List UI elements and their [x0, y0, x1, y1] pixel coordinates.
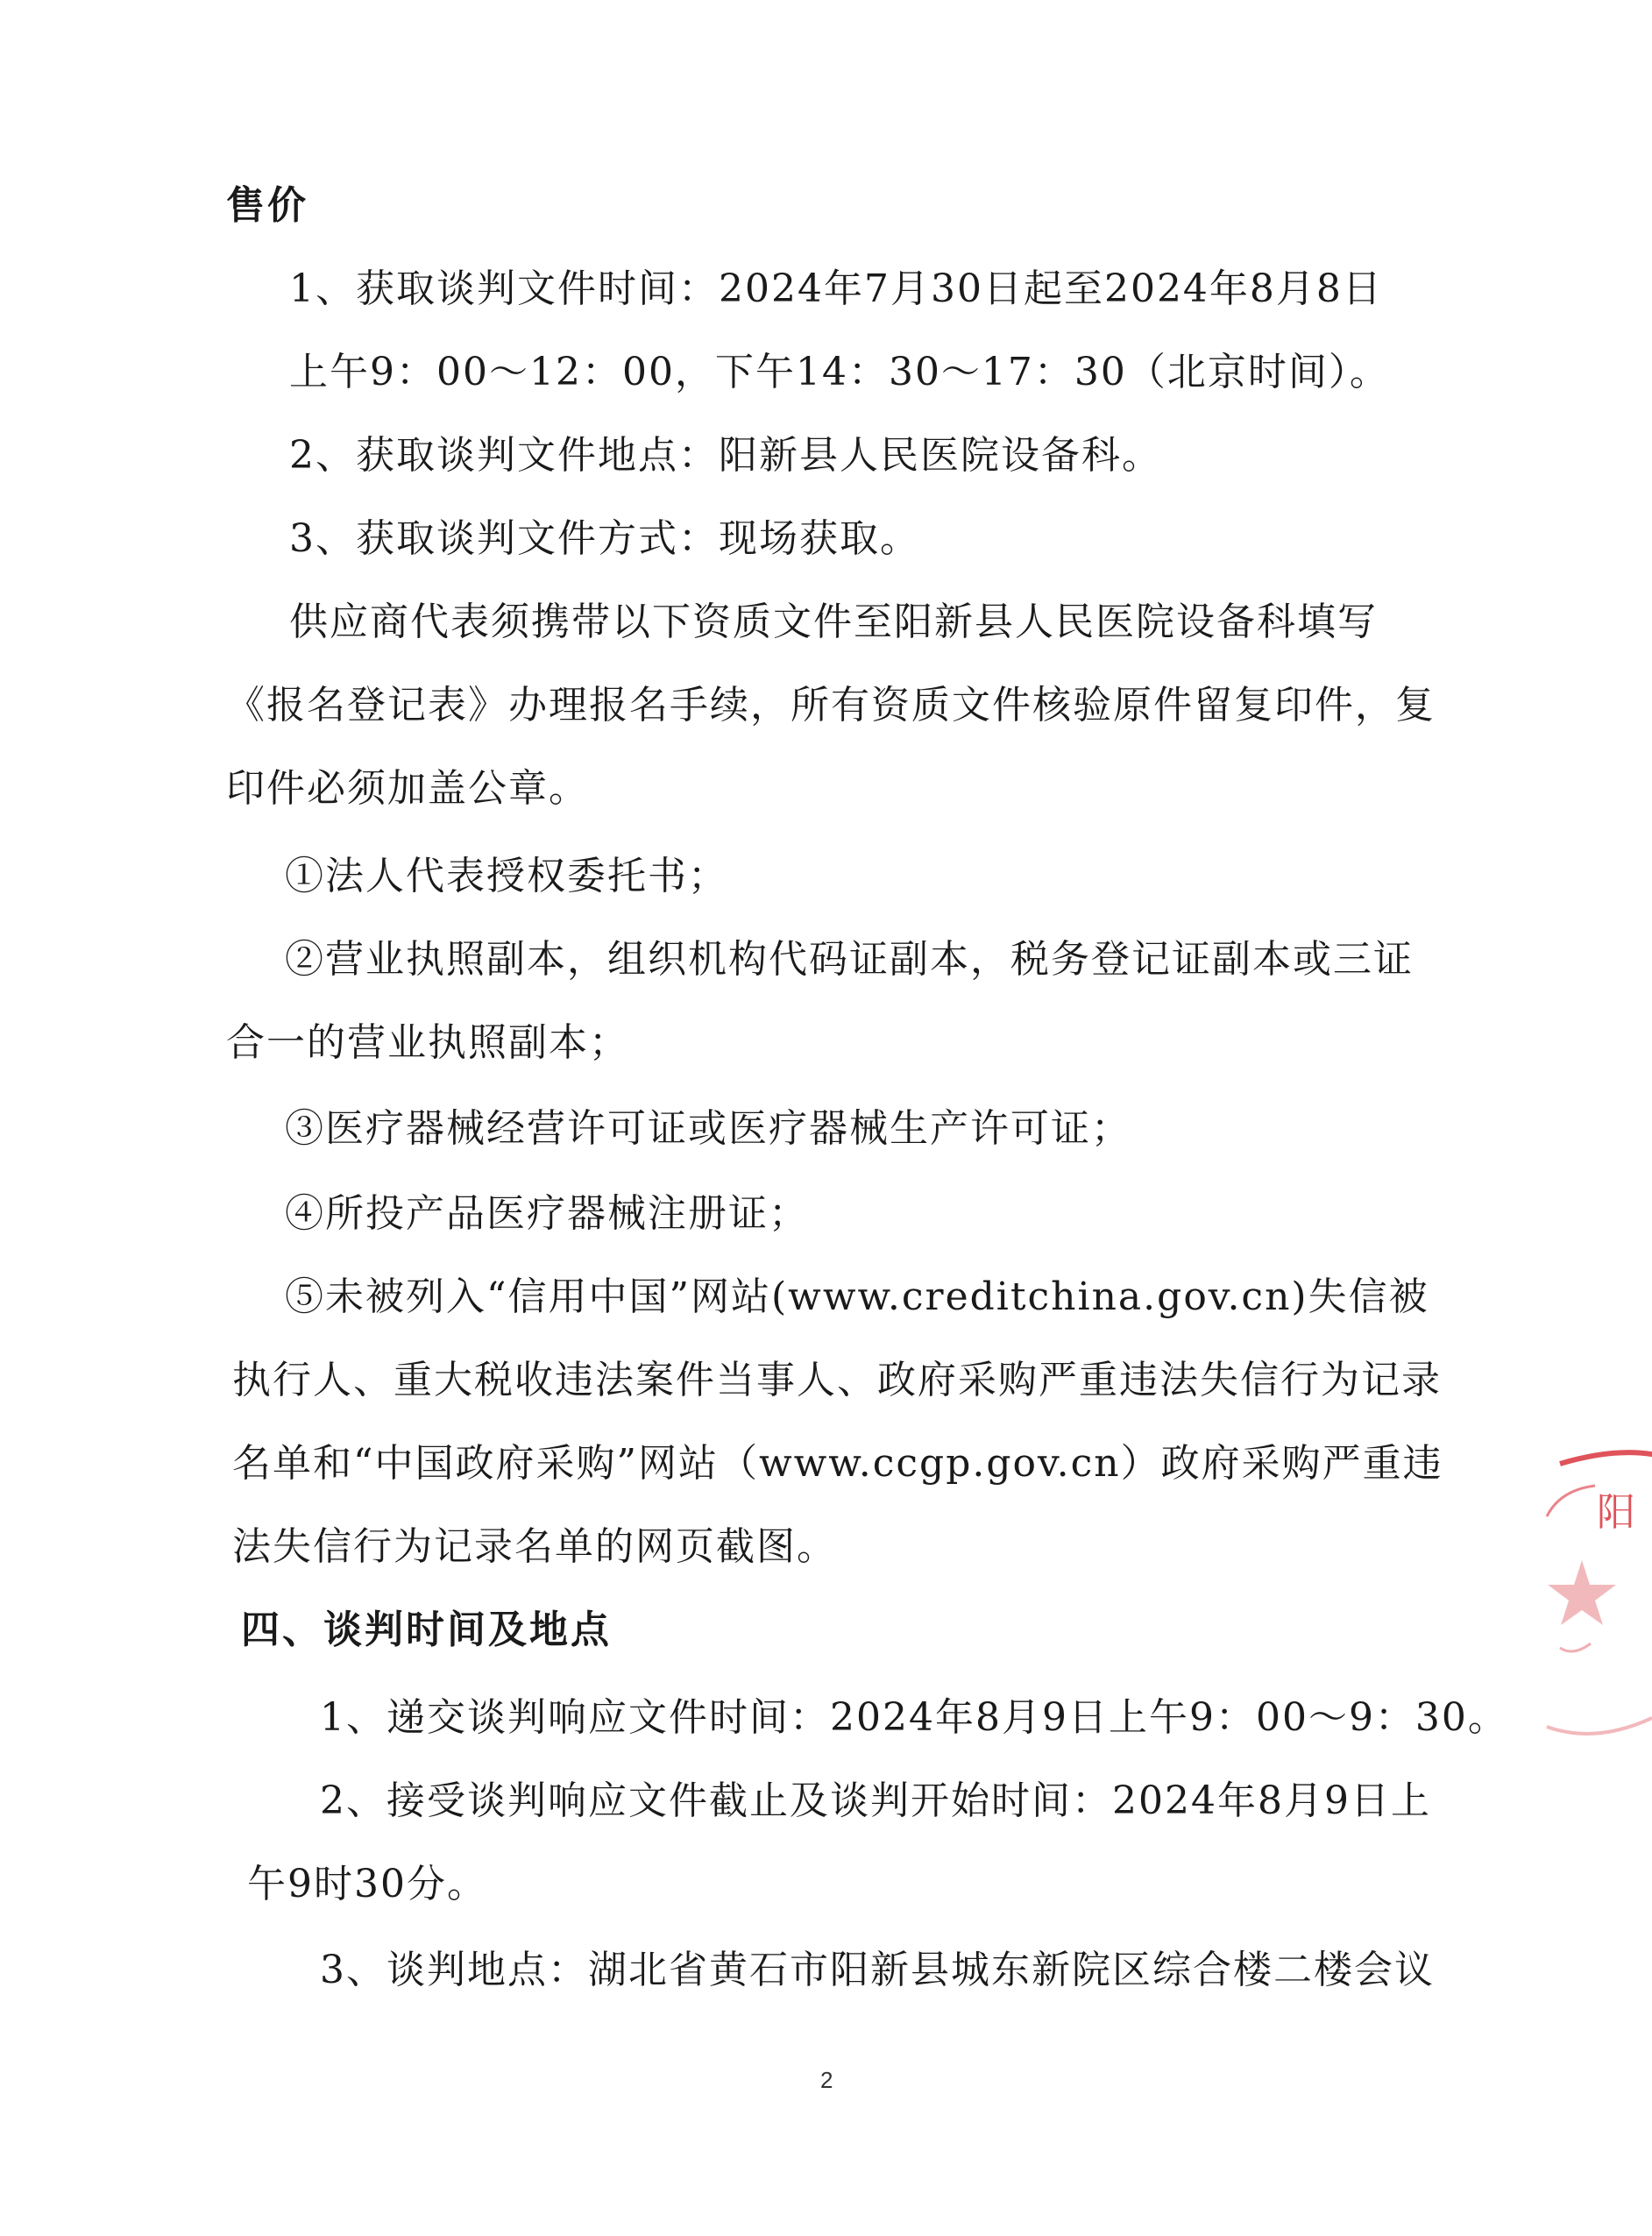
list-item-continuation: 合一的营业执照副本； — [226, 1020, 629, 1065]
paragraph-line: 1、获取谈判文件时间：2024年7月30日起至2024年8月8日 — [289, 266, 1383, 311]
list-item-continuation: 名单和“中国政府采购”网站（www.ccgp.gov.cn）政府采购严重违 — [232, 1441, 1443, 1486]
paragraph-line: 《报名登记表》办理报名手续，所有资质文件核验原件留复印件，复 — [226, 683, 1436, 728]
list-item: ①法人代表授权委托书； — [285, 854, 728, 898]
list-item-continuation: 法失信行为记录名单的网页截图。 — [232, 1524, 837, 1569]
page-number: 2 — [820, 2067, 833, 2093]
list-item: ④所投产品医疗器械注册证； — [285, 1191, 809, 1236]
list-item: ⑤未被列入“信用中国”网站(www.creditchina.gov.cn)失信被 — [285, 1274, 1429, 1319]
section-heading-price: 售价 — [226, 183, 308, 228]
seal-text: 阳 — [1597, 1490, 1635, 1535]
paragraph-line: 印件必须加盖公章。 — [226, 766, 589, 811]
paragraph-line: 供应商代表须携带以下资质文件至阳新县人民医院设备科填写 — [289, 600, 1378, 644]
section-heading-time-place: 四、谈判时间及地点 — [241, 1608, 612, 1652]
paragraph-line: 2、获取谈判文件地点：阳新县人民医院设备科。 — [289, 433, 1162, 478]
list-item: ②营业执照副本，组织机构代码证副本，税务登记证副本或三证 — [285, 937, 1414, 982]
paragraph-line: 3、谈判地点：湖北省黄石市阳新县城东新院区综合楼二楼会议 — [320, 1948, 1435, 1992]
official-seal-stamp — [1542, 1437, 1652, 1753]
list-item: ③医疗器械经营许可证或医疗器械生产许可证； — [285, 1106, 1131, 1151]
list-item-continuation: 执行人、重大税收违法案件当事人、政府采购严重违法失信行为记录 — [232, 1358, 1442, 1402]
paragraph-line: 午9时30分。 — [247, 1862, 487, 1906]
paragraph-line: 上午9：00～12：00，下午14：30～17：30（北京时间）。 — [289, 350, 1390, 394]
paragraph-line: 1、递交谈判响应文件时间：2024年8月9日上午9：00～9：30。 — [320, 1695, 1508, 1740]
paragraph-line: 2、接受谈判响应文件截止及谈判开始时间：2024年8月9日上 — [320, 1778, 1431, 1823]
paragraph-line: 3、获取谈判文件方式：现场获取。 — [289, 516, 920, 561]
